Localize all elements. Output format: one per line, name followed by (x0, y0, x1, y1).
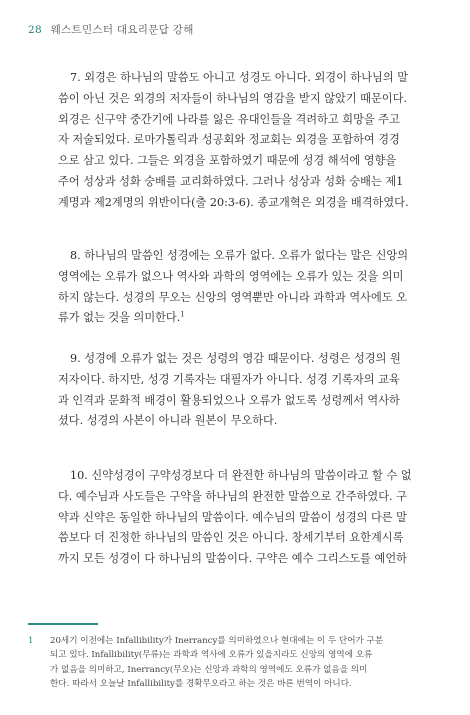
footnote-line: 한다. 따라서 오늘날 Infallibility를 경확무오라고 하는 것은 바른 번역이 아니다. (50, 679, 352, 690)
paragraph-line: 씀이 아닌 것은 외경의 저자들이 하나님의 영감을 받지 않았기 때문이다. (58, 91, 407, 105)
paragraph-line: 씀보다 더 진정한 하나님의 말씀인 것은 아니다. 창세기부터 요한계시록 (58, 531, 404, 545)
running-header (28, 22, 194, 37)
paragraph-line: 9. 성경에 오류가 없는 것은 성령의 영감 때문이다. 성령은 성경의 원 (70, 352, 401, 365)
footnote-line: 가 없음을 의미하고, Inerrancy(무오)는 신앙과 과학의 영역에도 오류가 없음을 의미 (50, 664, 368, 675)
paragraph-line: 저자이다. 하지만, 성경 기록자는 대필자가 아니다. 성경 기록자의 교육 (58, 372, 400, 386)
footnote-line: 20세기 이전에는 Infallibility가 Inerrancy를 의미하였으나 현대에는 이 두 단어가 구분 (50, 636, 384, 646)
paragraph-line: 10. 신약성경이 구약성경보다 더 완전한 하나님의 말씀이라고 할 수 없 (70, 469, 412, 482)
footnote-divider (28, 623, 98, 625)
paragraph-line: 과 인격과 문화적 배경이 활용되었으나 오류가 없도록 성령께서 역사하 (58, 393, 400, 407)
paragraph-line-text: 류가 없는 것을 의미한다. (58, 311, 181, 325)
paragraph-line: 주어 성상과 성화 숭배를 교리화하였다. 그러나 성상과 성화 숭배는 제1 (58, 174, 404, 188)
paragraph-line (58, 308, 408, 329)
paragraph-line: 으로 삼고 있다. 그들은 외경을 포함하였기 때문에 성경 해석에 영향을 (58, 154, 397, 168)
paragraph-line: 계명과 제2계명의 위반이다(출 20:3-6). 종교개혁은 외경을 배격하였다. (58, 195, 409, 209)
paragraph-line: 8. 하나님의 말씀인 성경에는 오류가 없다. 오류가 없다는 말은 신앙의 (70, 249, 409, 262)
footnote (28, 634, 428, 692)
paragraph-line: 외경은 신구약 중간기에 나라를 잃은 유대인들을 격려하고 희망을 주고 (58, 112, 400, 126)
footnote-reference[interactable]: 1 (180, 310, 185, 319)
footnote-line: 되고 있다. Infallibility(무류)는 과학과 역사에 오류가 있을지라도 신앙의 영역에 오류 (50, 650, 373, 661)
footnote-body (50, 634, 428, 692)
paragraph-line: 셨다. 성경의 사본이 아니라 원본이 무오하다. (58, 414, 278, 428)
paragraph-line: 다. 예수님과 사도들은 구약을 하나님의 완전한 말씀으로 간주하였다. 구 (58, 489, 407, 503)
paragraph-line: 까지 모든 성경이 다 하나님의 말씀이다. 구약은 예수 그리스도를 예언하 (58, 552, 407, 566)
paragraph-line: 약과 신약은 동일한 하나님의 말씀이다. 예수님의 말씀이 성경의 다른 말 (58, 510, 407, 524)
paragraph-line: 7. 외경은 하나님의 말씀도 아니고 성경도 아니다. 외경이 하나님의 말 (70, 71, 409, 84)
paragraph-8 (58, 246, 408, 329)
footnote-number: 1 (28, 636, 34, 646)
paragraph-line: 영역에는 오류가 없으나 역사와 과학의 영역에는 오류가 있는 것을 의미 (58, 269, 404, 283)
paragraph-line: 하지 않는다. 성경의 무오는 신앙의 영역뿐만 아니라 과학과 역사에도 오 (58, 290, 407, 304)
paragraph-7 (58, 68, 408, 214)
running-title: 웨스트민스터 대요리문답 강해 (50, 24, 194, 36)
paragraph-9 (58, 349, 408, 432)
paragraph-10 (58, 466, 412, 570)
page-number: 28 (28, 24, 42, 36)
paragraph-line: 자 저술되었다. 로마가톨릭과 성공회와 정교회는 외경을 포함하여 경경 (58, 133, 400, 147)
